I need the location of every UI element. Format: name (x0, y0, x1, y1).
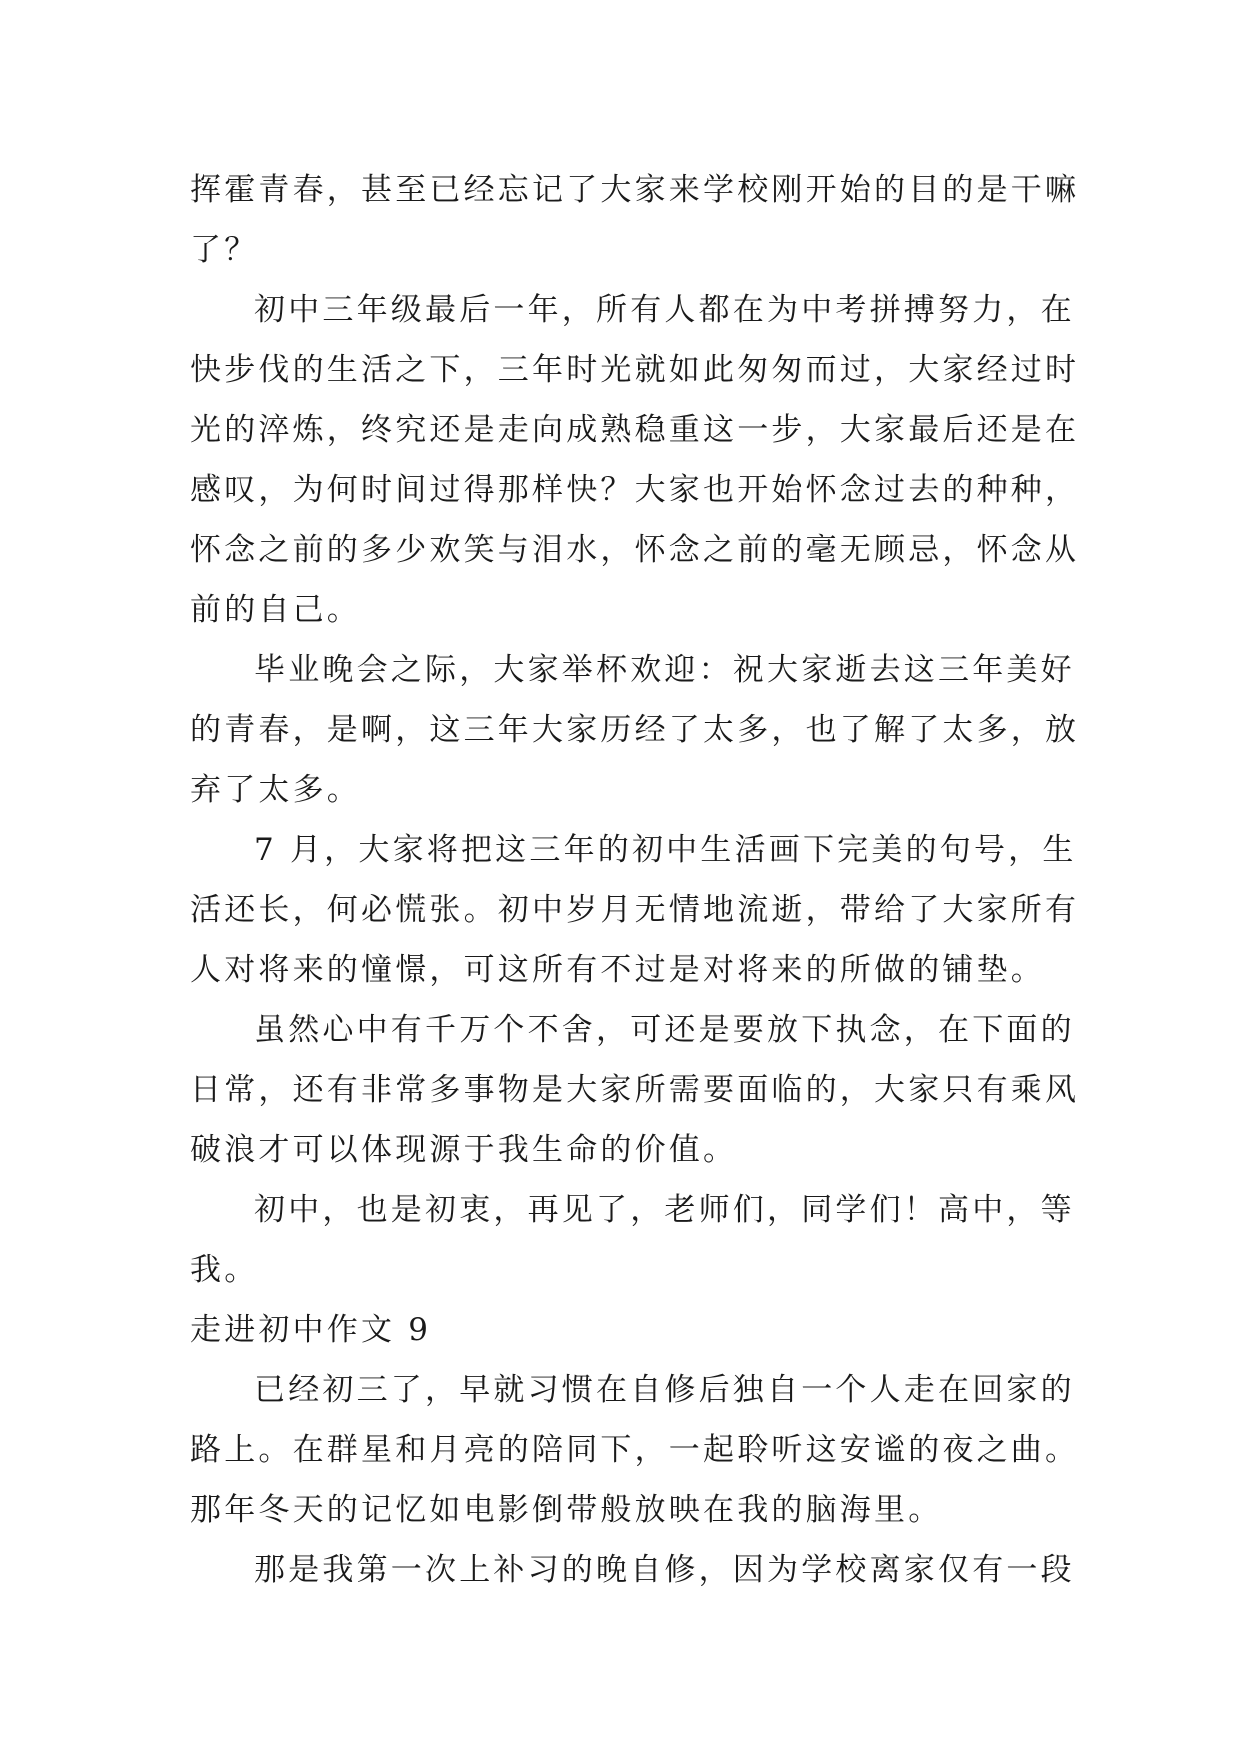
paragraph-first-line: 7 月，大家将把这三年的初中生活画下完美的句号，生 (254, 832, 1077, 868)
paragraph-first-line: 已经初三了，早就习惯在自修后独自一个人走在回家的 (254, 1372, 1075, 1408)
text-line: 人对将来的憧憬，可这所有不过是对将来的所做的铺垫。 (190, 952, 1045, 988)
text-line: 快步伐的生活之下，三年时光就如此匆匆而过，大家经过时 (190, 352, 1080, 388)
paragraph-first-line: 毕业晚会之际，大家举杯欢迎：祝大家逝去这三年美好 (254, 652, 1075, 688)
text-line: 前的自己。 (190, 592, 361, 628)
text-line: 破浪才可以体现源于我生命的价值。 (190, 1132, 738, 1168)
text-line: 光的淬炼，终究还是走向成熟稳重这一步，大家最后还是在 (190, 412, 1080, 448)
paragraph-first-line: 那是我第一次上补习的晚自修，因为学校离家仅有一段 (254, 1552, 1075, 1588)
paragraph-first-line: 初中，也是初衷，再见了，老师们，同学们！高中，等 (254, 1192, 1075, 1228)
text-line: 挥霍青春，甚至已经忘记了大家来学校刚开始的目的是干嘛 (190, 172, 1080, 208)
text-line: 我。 (190, 1252, 259, 1288)
text-line: 路上。在群星和月亮的陪同下，一起聆听这安谧的夜之曲。 (190, 1432, 1080, 1468)
text-line: 那年冬天的记忆如电影倒带般放映在我的脑海里。 (190, 1492, 943, 1528)
text-line: 弃了太多。 (190, 772, 361, 808)
text-line: 活还长，何必慌张。初中岁月无情地流逝，带给了大家所有 (190, 892, 1080, 928)
text-line: 了？ (190, 232, 259, 268)
paragraph-first-line: 虽然心中有千万个不舍，可还是要放下执念，在下面的 (254, 1012, 1075, 1048)
text-line: 日常，还有非常多事物是大家所需要面临的，大家只有乘风 (190, 1072, 1080, 1108)
section-heading: 走进初中作文 9 (190, 1312, 432, 1348)
paragraph-first-line: 初中三年级最后一年，所有人都在为中考拼搏努力，在 (254, 292, 1075, 328)
text-line: 感叹，为何时间过得那样快？大家也开始怀念过去的种种， (190, 472, 1080, 508)
text-line: 怀念之前的多少欢笑与泪水，怀念之前的毫无顾忌，怀念从 (190, 532, 1080, 568)
text-line: 的青春，是啊，这三年大家历经了太多，也了解了太多，放 (190, 712, 1080, 748)
